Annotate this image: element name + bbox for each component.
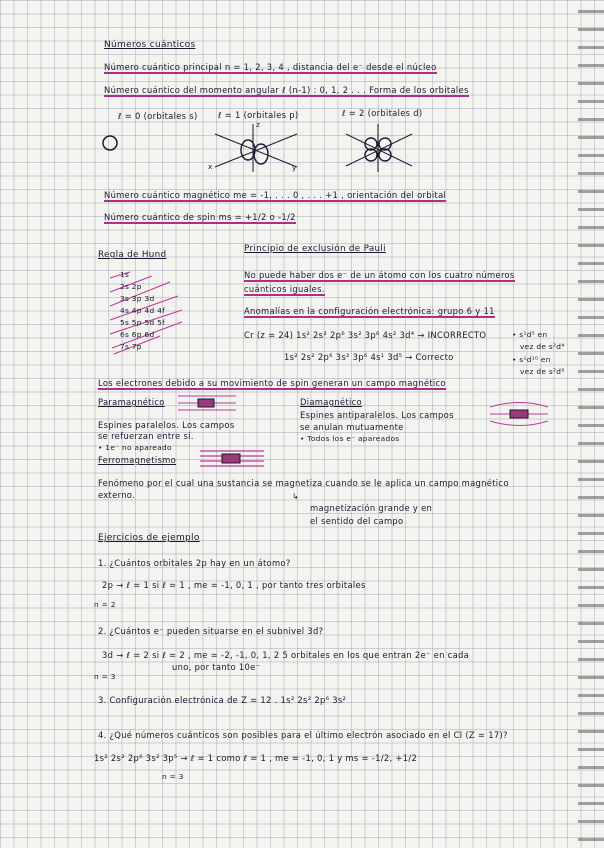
s-orbital-icon (100, 134, 124, 158)
p-axis-y: y (292, 163, 297, 172)
ferro-magnet-icon (200, 448, 266, 472)
ferro-text-1: Fenómeno por el cual una sustancia se magnetiza cuando se le aplica un campo magnético (98, 478, 509, 488)
angular-line: Número cuántico del momento angular ℓ (n-1) : 0, 1, 2 . . . Forma de los orbitales (104, 85, 469, 95)
pauli-text-2: cuánticos iguales. (244, 284, 325, 294)
p-axis-x: x (208, 162, 213, 171)
anomaly-note-1a: • s¹d⁵ en (512, 330, 548, 339)
hund-row-6: 6s 6p 6d (120, 330, 155, 339)
principal-line: Número cuántico principal n = 1, 2, 3, 4 , distancia del e⁻ desde el núcleo (104, 62, 437, 72)
exercise-q4: 4. ¿Qué números cuánticos son posibles para el último electrón asociado en el Cl (Z = 17)? (98, 730, 508, 740)
cr-correct-line: 1s² 2s² 2p⁶ 3s² 3p⁶ 4s¹ 3d⁵ → Correcto (284, 352, 454, 362)
page-title: Números cuánticos (104, 40, 196, 50)
dia-magnet-icon (490, 402, 550, 428)
ejercicios-title: Ejercicios de ejemplo (98, 533, 200, 543)
dia-title: Diamagnético (300, 397, 362, 407)
ferro-text-3: magnetización grande y en (310, 503, 433, 513)
dia-text-3: • Todos los e⁻ apareados (300, 434, 400, 443)
hund-row-1: 1s (120, 270, 130, 279)
pauli-title: Principio de exclusión de Pauli (244, 244, 386, 254)
pauli-text-1: No puede haber dos e⁻ de un átomo con los cuatro números (244, 270, 515, 280)
exercise-q1: 1. ¿Cuántos orbitales 2p hay en un átomo? (98, 558, 291, 568)
ferro-text-2: externo. (98, 490, 136, 500)
spiral-binding (578, 0, 604, 848)
p-orbital-label: ℓ = 1 (orbitales p) (218, 110, 299, 120)
exercise-a1: 2p → ℓ = 1 si ℓ = 1 , me = -1, 0, 1 , por tanto tres orbitales (102, 580, 366, 590)
hund-row-5: 5s 5p 5d 5f (120, 318, 165, 327)
exercise-a4: 1s² 2s² 2p⁶ 3s² 3p⁵ → ℓ = 1 como ℓ = 1 , me = -1, 0, 1 y ms = -1/2, +1/2 (94, 753, 418, 763)
para-title: Paramagnético (98, 397, 165, 407)
exercise-q2: 2. ¿Cuántos e⁻ pueden situarse en el subnivel 3d? (98, 626, 324, 636)
para-text-2: se refuerzan entre sí. (98, 431, 194, 441)
para-text-3: • 1e⁻ no apareado (98, 443, 172, 452)
ferro-text-4: el sentido del campo (310, 516, 404, 526)
p-orbital-icon (205, 122, 305, 174)
exercise-a2b: uno, por tanto 10e⁻ (172, 662, 261, 672)
para-magnet-icon (178, 392, 238, 414)
para-text-1: Espines paralelos. Los campos (98, 420, 235, 430)
anomaly-note-1b: vez de s²d⁴ (520, 342, 565, 351)
ferro-arrow: ↳ (292, 492, 300, 501)
magnetic-line: Número cuántico magnético me = -1, . . . 0 , . . . +1 , orientación del orbital (104, 190, 447, 200)
hund-row-3: 3s 3p 3d (120, 294, 155, 303)
hund-row-7: 7s 7p (120, 342, 142, 351)
dia-text-1: Espines antiparalelos. Los campos (300, 410, 454, 420)
d-orbital-icon (340, 122, 420, 174)
dia-text-2: se anulan mutuamente (300, 422, 404, 432)
spin-field-line: Los electrones debido a su movimiento de spin generan un campo magnético (98, 378, 446, 388)
exercise-n1: n = 2 (94, 600, 116, 609)
exercise-n2: n = 3 (94, 672, 116, 681)
anomalias-line: Anomalías en la configuración electrónica: grupo 6 y 11 (244, 306, 495, 316)
p-axis-z: z (256, 120, 261, 129)
cr-incorrect-line: Cr (z = 24) 1s² 2s² 2p⁶ 3s² 3p⁶ 4s² 3d⁴ → INCORRECTO (244, 330, 487, 340)
ferro-title: Ferromagnetismo (98, 455, 177, 465)
exercise-q3: 3. Configuración electrónica de Z = 12 . 1s² 2s² 2p⁶ 3s² (98, 695, 347, 705)
hund-title: Regla de Hund (98, 250, 167, 260)
exercise-a2a: 3d → ℓ = 2 si ℓ = 2 , me = -2, -1, 0, 1, 2 5 orbitales en los que entran 2e⁻ en cada (102, 650, 470, 660)
hund-row-2: 2s 2p (120, 282, 142, 291)
hund-row-4: 4s 4p 4d 4f (120, 306, 165, 315)
d-orbital-label: ℓ = 2 (orbitales d) (342, 108, 423, 118)
exercise-n4: n = 3 (162, 772, 184, 781)
s-orbital-label: ℓ = 0 (orbitales s) (118, 111, 198, 121)
anomaly-note-2a: • s¹d¹⁰ en (512, 355, 551, 364)
anomaly-note-2b: vez de s²d⁹ (520, 367, 565, 376)
spin-line: Número cuántico de spin ms = +1/2 o -1/2 (104, 212, 296, 222)
